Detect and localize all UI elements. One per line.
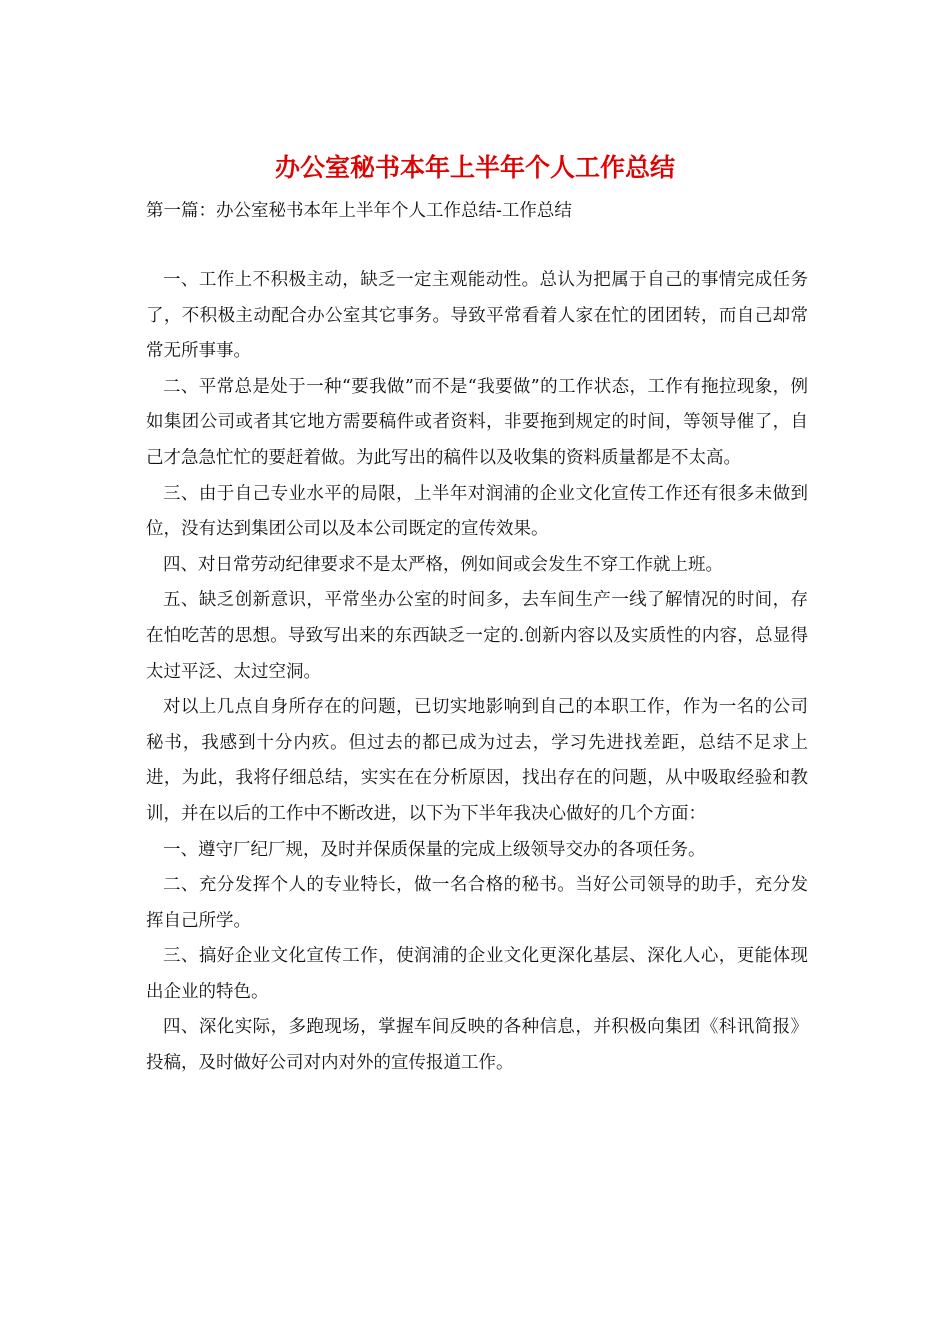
- document-title: 办公室秘书本年上半年个人工作总结: [274, 153, 675, 182]
- paragraph-3: 三、由于自己专业水平的局限，上半年对润浦的企业文化宣传工作还有很多未做到位，没有达到集团公司以及本公司既定的宣传效果。: [146, 483, 808, 540]
- paragraph-6: 对以上几点自身所存在的问题，已切实地影响到自己的本职工作，作为一名的公司秘书，我感到十分内疚。但过去的都已成为过去，学习先进找差距，总结不足求上进，为此，我将仔细总结，实实在在分析原因，找出存在的问题，从中吸取经验和教训，并在以后的工作中不断改进，以下为下半年我决心做好的几个方面：: [146, 697, 808, 824]
- document-subtitle: 第一篇：办公室秘书本年上半年个人工作总结-工作总结: [146, 201, 572, 221]
- paragraph-5: 五、缺乏创新意识，平常坐办公室的时间多，去车间生产一线了解情况的时间，存在怕吃苦的思想。导致写出来的东西缺乏一定的.创新内容以及实质性的内容，总显得太过平泛、太过空洞。: [146, 590, 808, 682]
- paragraph-7: 一、遵守厂纪厂规，及时并保质保量的完成上级领导交办的各项任务。: [163, 839, 706, 860]
- paragraph-1: 一、工作上不积极主动，缺乏一定主观能动性。总认为把属于自己的事情完成任务了，不积极主动配合办公室其它事务。导致平常看着人家在忙的团团转，而自己却常常无所事事。: [146, 270, 808, 362]
- document-body: [146, 263, 808, 1082]
- paragraph-8: 二、充分发挥个人的专业特长，做一名合格的秘书。当好公司领导的助手，充分发挥自己所学。: [146, 875, 808, 931]
- paragraph-2: 二、平常总是处于一种“要我做”而不是“我要做”的工作状态，工作有拖拉现象，例如集团公司或者其它地方需要稿件或者资料，非要拖到规定的时间，等领导催了，自己才急急忙忙的要赶着做。为此写出的稿件以及收集的资料质量都是不太高。: [146, 376, 808, 468]
- paragraph-9: 三、搞好企业文化宣传工作，使润浦的企业文化更深化基层、深化人心，更能体现出企业的特色。: [146, 946, 808, 1002]
- paragraph-10: 四、深化实际，多跑现场，掌握车间反映的各种信息，并积极向集团《科讯简报》投稿，及时做好公司对内对外的宣传报道工作。: [146, 1017, 808, 1074]
- paragraph-4: 四、对日常劳动纪律要求不是太严格，例如间或会发生不穿工作就上班。: [163, 554, 723, 575]
